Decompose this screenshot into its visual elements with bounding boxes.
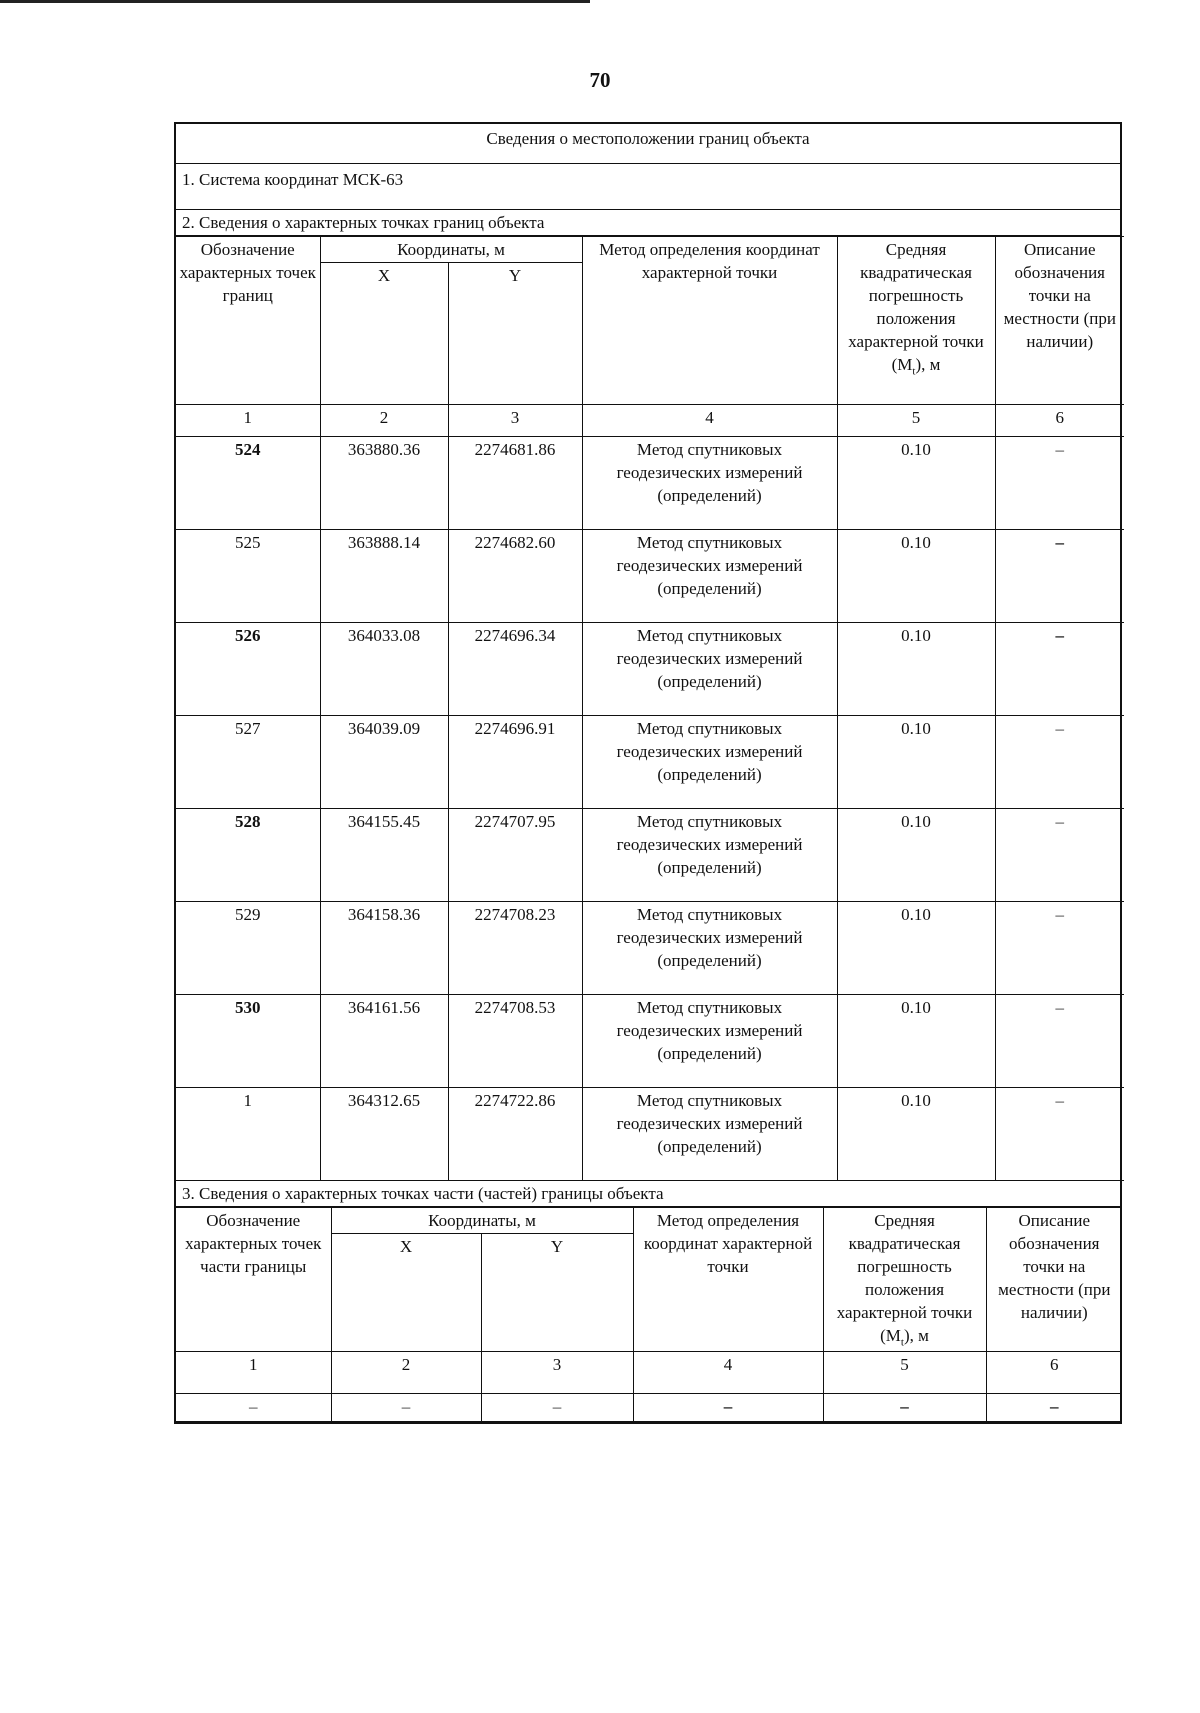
table-row	[176, 437, 1124, 530]
col-num-1: 1	[176, 405, 320, 437]
point-id: 524	[176, 437, 320, 530]
coord-x: 364158.36	[320, 902, 448, 995]
col-num-2: 2	[331, 1352, 481, 1394]
coord-x: 364039.09	[320, 716, 448, 809]
point-id: 529	[176, 902, 320, 995]
header-coords: Координаты, м	[331, 1208, 633, 1234]
table-row	[176, 902, 1124, 995]
error: 0.10	[837, 809, 995, 902]
header-desc: Описание обозначения точки на местности (при наличии)	[995, 237, 1124, 405]
point-id: 1	[176, 1088, 320, 1181]
header-error-text: Средняя квадратическая погрешность положения характерной точки (M	[836, 1211, 973, 1345]
header-point: Обозначение характерных точек границ	[176, 237, 320, 405]
method: Метод спутниковых геодезических измерений (определений)	[582, 716, 837, 809]
col-num-4: 4	[633, 1352, 823, 1394]
coord-x: 364312.65	[320, 1088, 448, 1181]
boundary-info-form	[174, 122, 1122, 1424]
column-number-row	[176, 405, 1124, 437]
col-num-2: 2	[320, 405, 448, 437]
section-3-heading: 3. Сведения о характерных точках части (частей) границы объекта	[176, 1181, 1120, 1207]
description: –	[995, 995, 1124, 1088]
coord-y: 2274681.86	[448, 437, 582, 530]
description: –	[995, 1088, 1124, 1181]
table-row	[176, 1394, 1122, 1422]
header-method: Метод определения координат характерной точки	[633, 1208, 823, 1352]
method: Метод спутниковых геодезических измерений (определений)	[582, 809, 837, 902]
header-y: Y	[481, 1234, 633, 1352]
table-row	[176, 809, 1124, 902]
error: 0.10	[837, 530, 995, 623]
header-error-subscript: t	[912, 365, 916, 378]
table-row	[176, 995, 1124, 1088]
coord-y: –	[481, 1394, 633, 1422]
table-row	[176, 716, 1124, 809]
header-error-tail: ), м	[915, 355, 941, 374]
col-num-5: 5	[837, 405, 995, 437]
description: –	[995, 716, 1124, 809]
method: Метод спутниковых геодезических измерений (определений)	[582, 1088, 837, 1181]
table-row	[176, 1088, 1124, 1181]
header-desc: Описание обозначения точки на местности (при наличии)	[986, 1208, 1122, 1352]
col-num-5: 5	[823, 1352, 986, 1394]
method: Метод спутниковых геодезических измерений (определений)	[582, 623, 837, 716]
point-id: 525	[176, 530, 320, 623]
header-error-tail: ), м	[903, 1326, 929, 1345]
header-error-text: Средняя квадратическая погрешность положения характерной точки (M	[848, 240, 984, 374]
point-id: 526	[176, 623, 320, 716]
page-number: 70	[589, 68, 611, 92]
point-id: 528	[176, 809, 320, 902]
coord-y: 2274708.53	[448, 995, 582, 1088]
method: Метод спутниковых геодезических измерений (определений)	[582, 530, 837, 623]
section-3-table	[176, 1207, 1122, 1422]
table-row	[176, 530, 1124, 623]
point-id: –	[176, 1394, 331, 1422]
header-x: X	[320, 263, 448, 405]
point-id: 527	[176, 716, 320, 809]
form-title: Сведения о местоположении границ объекта	[176, 124, 1120, 164]
error: 0.10	[837, 1088, 995, 1181]
error: 0.10	[837, 995, 995, 1088]
error: 0.10	[837, 902, 995, 995]
method: Метод спутниковых геодезических измерений (определений)	[582, 437, 837, 530]
coord-y: 2274722.86	[448, 1088, 582, 1181]
header-coords: Координаты, м	[320, 237, 582, 263]
method: Метод спутниковых геодезических измерений (определений)	[582, 902, 837, 995]
col-num-6: 6	[995, 405, 1124, 437]
coord-y: 2274707.95	[448, 809, 582, 902]
coord-x: 363888.14	[320, 530, 448, 623]
description: –	[995, 530, 1124, 623]
description: –	[995, 437, 1124, 530]
column-number-row	[176, 1352, 1122, 1394]
error: 0.10	[837, 623, 995, 716]
header-method: Метод определения координат характерной точки	[582, 237, 837, 405]
description: –	[995, 809, 1124, 902]
header-error	[823, 1208, 986, 1352]
coord-x: 363880.36	[320, 437, 448, 530]
header-y: Y	[448, 263, 582, 405]
coordinate-system: 1. Система координат МСК-63	[176, 164, 1120, 210]
coord-y: 2274696.91	[448, 716, 582, 809]
description: –	[995, 623, 1124, 716]
col-num-6: 6	[986, 1352, 1122, 1394]
header-error	[837, 237, 995, 405]
point-id: 530	[176, 995, 320, 1088]
method: –	[633, 1394, 823, 1422]
error: –	[823, 1394, 986, 1422]
coord-x: 364155.45	[320, 809, 448, 902]
description: –	[986, 1394, 1122, 1422]
coord-x: 364161.56	[320, 995, 448, 1088]
coord-y: 2274708.23	[448, 902, 582, 995]
coord-x: –	[331, 1394, 481, 1422]
coord-y: 2274682.60	[448, 530, 582, 623]
col-num-3: 3	[481, 1352, 633, 1394]
error: 0.10	[837, 437, 995, 530]
header-error-subscript: t	[900, 1336, 904, 1349]
section-2-table	[176, 236, 1124, 1181]
section-2-heading: 2. Сведения о характерных точках границ объекта	[176, 210, 1120, 236]
coord-x: 364033.08	[320, 623, 448, 716]
col-num-4: 4	[582, 405, 837, 437]
coord-y: 2274696.34	[448, 623, 582, 716]
description: –	[995, 902, 1124, 995]
table-row	[176, 623, 1124, 716]
col-num-1: 1	[176, 1352, 331, 1394]
header-x: X	[331, 1234, 481, 1352]
col-num-3: 3	[448, 405, 582, 437]
error: 0.10	[837, 716, 995, 809]
header-point: Обозначение характерных точек части границы	[176, 1208, 331, 1352]
top-edge-line	[0, 0, 590, 3]
method: Метод спутниковых геодезических измерений (определений)	[582, 995, 837, 1088]
